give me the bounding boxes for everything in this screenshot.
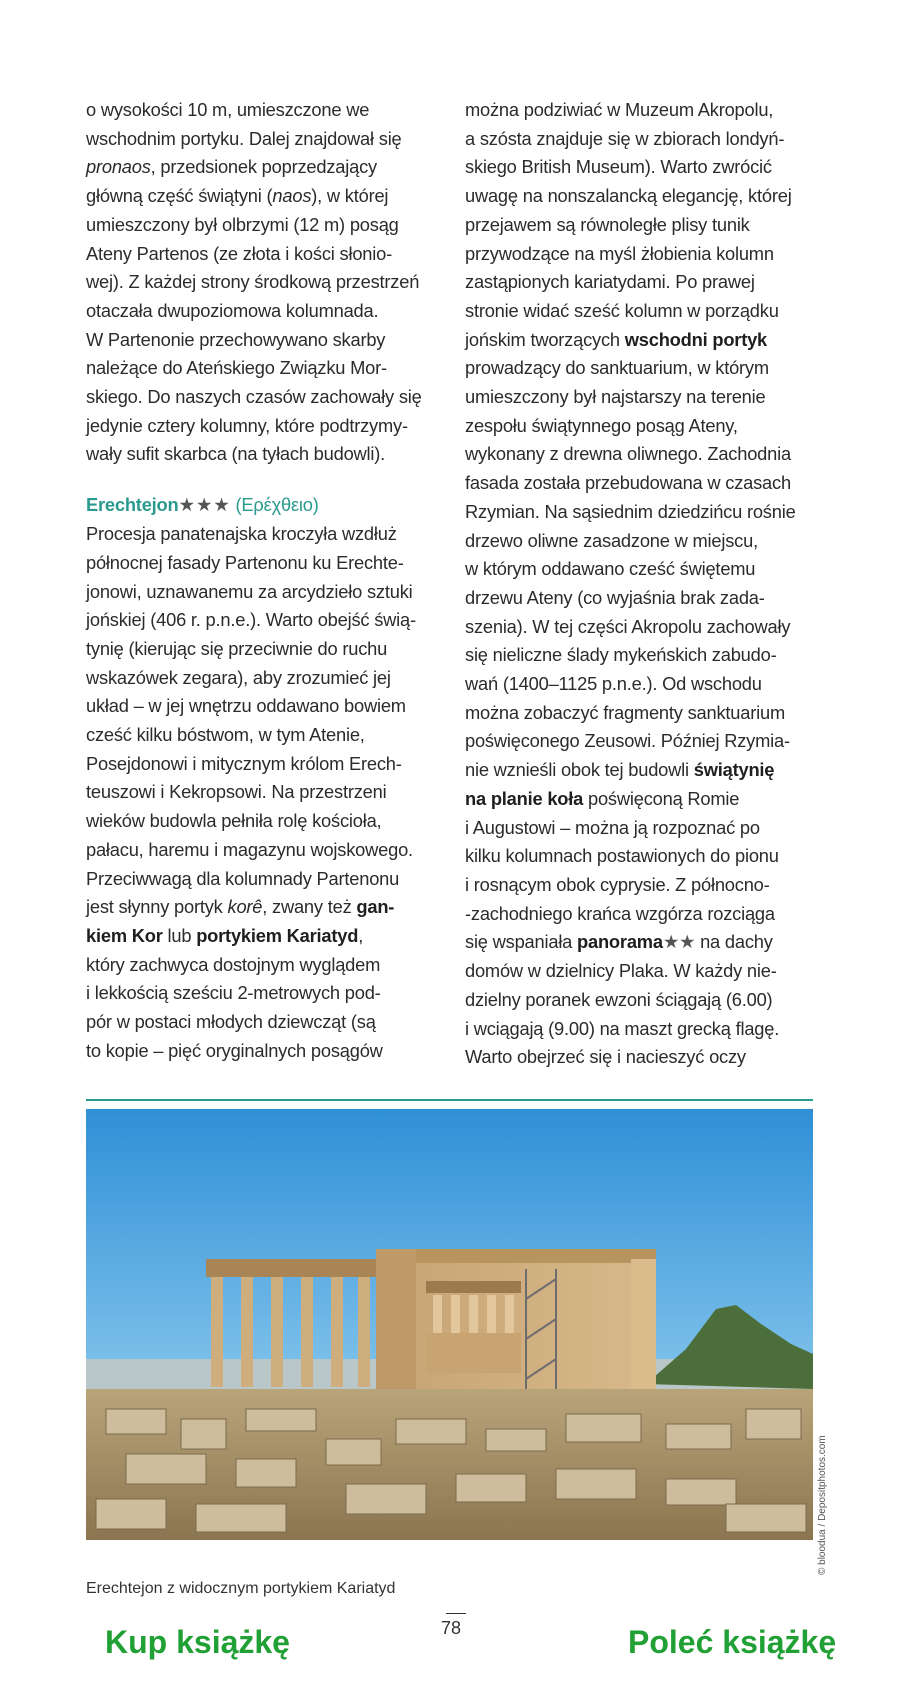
text-line: Rzymian. Na sąsiednim dziedzińcu rośnie	[465, 500, 796, 522]
recommend-book-link[interactable]: Poleć książkę	[628, 1624, 837, 1660]
bold-term: portykiem Kariatyd	[196, 924, 359, 946]
text-line: stronie widać sześć kolumn w porządku	[465, 299, 779, 321]
text-line: Warto obejrzeć się i nacieszyć oczy	[465, 1046, 746, 1068]
text-line: można podziwiać w Muzeum Akropolu,	[465, 99, 774, 120]
text-line	[86, 922, 436, 951]
text-line: uwagę na nonszalancką elegancję, której	[465, 185, 792, 207]
text-line: układ – w jej wnętrzu oddawano bowiem	[86, 695, 406, 717]
text-line: jonowi, uznawanemu za arcydzieło sztuki	[86, 580, 413, 602]
text-line: się nieliczne ślady mykeńskich zabudo-	[465, 644, 777, 666]
text-line	[86, 893, 436, 922]
text-line: i wciągają (9.00) na maszt grecką flagę.	[465, 1017, 780, 1039]
text-line: i lekkością sześciu 2-metrowych pod-	[86, 982, 381, 1004]
photo-caption: Erechtejon z widocznym portykiem Kariatyd	[86, 1580, 396, 1597]
text-line: i rosnącym obok cyprysie. Z północno-	[465, 873, 770, 895]
heading-greek: (Ερέχθειο)	[235, 494, 319, 516]
bold-term: na planie koła	[465, 787, 584, 809]
text-line: kilku kolumnach postawionych do pionu	[465, 845, 779, 867]
text-line: umieszczony był najstarszy na terenie	[465, 386, 766, 408]
text-line: główną część świątyni (naos), w której	[86, 185, 389, 207]
text-line: wskazówek zegara), aby zrozumieć jej	[86, 666, 391, 688]
section-heading	[86, 491, 436, 519]
text-line: w którym oddawano cześć świętemu	[465, 558, 756, 580]
text-line: Posejdonowi i mitycznym królom Erech-	[86, 752, 402, 774]
text-line: wschodnim portyku. Dalej znajdował się	[86, 127, 402, 149]
text-line: można zobaczyć fragmenty sanktuarium	[465, 701, 785, 723]
text-line: wały sufit skarbca (na tyłach budowli).	[86, 443, 386, 465]
text-line: tynię (kierując się przeciwnie do ruchu	[86, 637, 388, 659]
text-line: domów w dzielnicy Plaka. W każdy nie-	[465, 960, 777, 982]
text-line: pronaos, przedsionek poprzedzający	[86, 156, 377, 178]
text-line: dzielny poranek ewzoni ściągają (6.00)	[465, 988, 773, 1010]
text-run: na dachy	[695, 931, 773, 953]
text-line: i Augustowi – można ją rozpoznać po	[465, 816, 760, 838]
left-column	[86, 96, 436, 1066]
text-line: drzewo oliwne zasadzone w miejscu,	[465, 529, 758, 551]
text-line: zespołu świątynnego posąg Ateny,	[465, 414, 738, 436]
text-line: wieków budowla pełniła rolę kościoła,	[86, 810, 382, 832]
text-line: a szósta znajduje się w zbiorach londyń-	[465, 127, 785, 149]
text-line: Przeciwwagą dla kolumnady Partenonu	[86, 867, 400, 889]
text-line: -zachodniego krańca wzgórza rozciąga	[465, 902, 775, 924]
text-line: drzewu Ateny (co wyjaśnia brak zada-	[465, 586, 765, 608]
text-line: fasada została przebudowana w czasach	[465, 472, 791, 494]
text-line: zastąpionych kariatydami. Po prawej	[465, 271, 755, 293]
paragraph-parthenon	[86, 96, 436, 469]
text-line	[465, 785, 825, 814]
text-line: teuszowi i Kekropsowi. Na przestrzeni	[86, 781, 387, 803]
text-run: ,	[358, 924, 364, 946]
text-run: jońskim tworzących	[465, 328, 625, 350]
bold-term: gan-	[356, 896, 395, 918]
paragraph-erechtheion	[86, 520, 436, 1065]
italic-term: pronaos	[86, 156, 151, 178]
text-line: wykonany z drewna oliwnego. Zachodnia	[465, 443, 791, 465]
erechtheion-photo	[86, 1109, 813, 1540]
bold-term: świątynię	[693, 759, 775, 781]
text-run: , zwany też	[262, 896, 357, 918]
text-line	[465, 928, 825, 957]
text-line: jedynie cztery kolumny, które podtrzymy-	[86, 414, 408, 436]
paragraph-continued	[465, 96, 825, 1072]
italic-term: naos	[272, 185, 312, 207]
heading-title: Erechtejon	[86, 494, 179, 516]
text-line: skiego British Museum). Warto zwrócić	[465, 156, 772, 178]
text-line: pór w postaci młodych dziewcząt (są	[86, 1011, 376, 1033]
text-line: należące do Ateńskiego Związku Mor-	[86, 357, 387, 379]
text-line: który zachwyca dostojnym wyglądem	[86, 953, 381, 975]
buy-book-link[interactable]: Kup książkę	[105, 1624, 290, 1660]
text-line: o wysokości 10 m, umieszczone we	[86, 99, 370, 120]
text-line: prowadzący do sanktuarium, w którym	[465, 357, 769, 379]
text-line	[465, 756, 825, 785]
text-line: wej). Z każdej strony środkową przestrzeń	[86, 271, 420, 293]
text-line: Ateny Partenos (ze złota i kości słonio-	[86, 242, 392, 264]
text-line: pałacu, haremu i magazynu wojskowego.	[86, 838, 413, 860]
text-line: szenia). W tej części Akropolu zachowały	[465, 615, 791, 637]
text-line: otaczała dwupoziomowa kolumnada.	[86, 299, 379, 321]
star-rating-icon: ★★	[662, 931, 696, 953]
star-rating-icon: ★★★	[178, 494, 231, 516]
bold-term: wschodni portyk	[624, 328, 768, 350]
text-line: jońskiej (406 r. p.n.e.). Warto obejść świą-	[86, 609, 416, 631]
text-line: Procesja panatenajska kroczyła wzdłuż	[86, 523, 397, 545]
text-run: nie wznieśli obok tej budowli	[465, 759, 694, 781]
text-line: cześć kilku bóstwom, w tym Atenie,	[86, 724, 365, 746]
photo-credit: © bloodua / Depositphotos.com	[817, 1435, 828, 1575]
text-line: W Partenonie przechowywano skarby	[86, 328, 386, 350]
photo-illustration	[86, 1109, 813, 1540]
bold-term: panorama	[577, 931, 663, 953]
text-line: przywodzące na myśl żłobienia kolumn	[465, 242, 774, 264]
text-line: przejawem są równoległe plisy tunik	[465, 213, 750, 235]
text-line: skiego. Do naszych czasów zachowały się	[86, 386, 422, 408]
text-line: to kopie – pięć oryginalnych posągów	[86, 1039, 383, 1061]
text-run: jest słynny portyk	[86, 896, 228, 918]
text-line: północnej fasady Partenonu ku Erechte-	[86, 551, 404, 573]
section-divider	[86, 1099, 813, 1101]
text-run: poświęconą Romie	[583, 787, 740, 809]
text-line: poświęconego Zeusowi. Później Rzymia-	[465, 730, 790, 752]
italic-term: korê	[227, 896, 263, 918]
bold-term: kiem Kor	[86, 924, 163, 946]
text-line	[465, 326, 825, 355]
page-number: 78	[441, 1618, 462, 1638]
text-run: się wspaniała	[465, 931, 578, 953]
right-column	[465, 96, 825, 1072]
text-line: umieszczony był olbrzymi (12 m) posąg	[86, 213, 399, 235]
page-number-rule	[446, 1613, 466, 1614]
text-run: lub	[162, 924, 197, 946]
text-line: wań (1400–1125 p.n.e.). Od wschodu	[465, 673, 762, 695]
